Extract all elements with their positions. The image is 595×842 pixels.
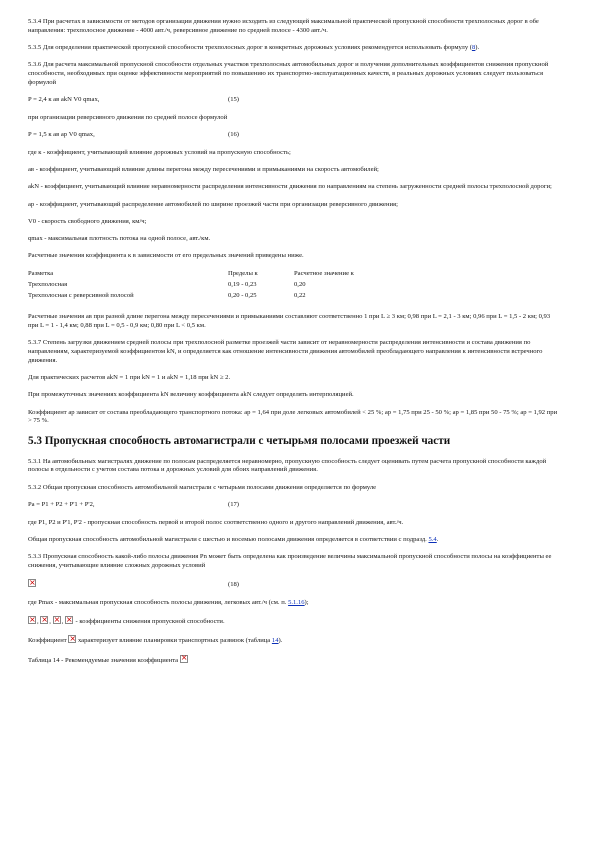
reduction-coefficients: ×, ×, ×, × - коэффициенты снижения пропускной способности. [28,616,561,627]
k-table-header-cell: Пределы к [228,269,258,277]
definition-pmax-text: где Pmax - максимальная пропускная способность полосы движения, легковых авт./ч (см. п. [28,598,289,606]
coefficient-intro: Коэффициент [28,637,69,645]
clause-5-1-16-link[interactable]: 5.1.16 [288,598,305,606]
broken-image-icon [40,616,48,624]
section-heading: 5.3 Пропускная способность автомагистрали с четырьмя полосами проезжей части [28,435,451,448]
paragraph-5-3-4: 5.3.4 При расчетах в зависимости от методов организации движения нужно исходить из следующей максимальной практической пропускной способности трехполосных дорог в обе направления: трехполосное движение - 4000 авт./ч, реверсивное движение по средней полосе - 4300 авт./ч. [28,18,539,34]
paragraph-multilane-text: Общая пропускная способность автомобильной магистрали с шестью и восемью полосами движения определяется в соответствии с подразд. [28,535,429,543]
paragraph-5-3-2: 5.3.2 Общая пропускная способность автомобильной магистрали с четырьмя полосами движения определяется по формуле [28,483,377,491]
table-row [28,281,356,292]
akn-values: Для практических расчетов аkN = 1 при kN = 1 и аkN = 1,18 при kN ≥ 2. [28,374,231,382]
reverse-intro: при организации реверсивного движения по средней полосе формулой [28,113,228,121]
formula-16 [28,131,561,140]
paragraph-5-3-1: 5.3.1 На автомобильных магистралях движение по полосам распределяется неравномерно, пропускную способность следует оценивать путем расчета пропускной способности каждой полосы в отдельности с учетом состава потока и дорожных условий для обоих направлений движения. [28,457,547,474]
formula-15-number: (15) [228,96,239,103]
table-14-caption [28,655,561,666]
k-table-cell: 0,19 - 0,23 [228,280,257,288]
formula-15 [28,96,561,105]
paragraph-5-3-3: 5.3.3 Пропускная способность какой-либо полосы движения Pn может быть определена как произведение величины максимальной пропускной способности полосы на коэффициенты ее снижения, учитывающие влияние сложных дорожных условий [28,553,552,569]
formula-16-number: (16) [228,131,239,138]
definition-pmax [28,599,561,608]
k-table-cell: 0,20 - 0,25 [228,292,257,300]
definition-qmax: qmax - максимальная плотность потока на одной полосе, авт./км. [28,235,211,243]
coefficient-text: характеризует влияние планировки транспортных развязок (таблица [76,637,272,645]
definition-ap: ар - коэффициент, учитывающий распределение автомобилей по ширине проезжей части при организации реверсивного движения; [28,200,398,208]
formula-17-expression: Pa = P1 + P2 + P'1 + P'2, [28,500,95,508]
paragraph-5-3-5-end: ). [475,44,480,51]
broken-image-icon [28,579,36,587]
formula-8-link[interactable]: 8 [471,44,476,51]
akn-interpolation: При промежуточных значениях коэффициента kN величину коэффициента аkN следует определять интерполяцией. [28,391,354,399]
k-values-intro: Расчетные значения коэффициента к в зависимости от его предельных значений приведены ниже. [28,252,304,260]
k-table-cell: Трехполосная с реверсивной полосой [28,292,134,300]
k-values-table [28,270,356,304]
broken-image-icon [53,616,61,624]
formula-18-expression [28,579,228,590]
coefficient-text-end: ). [278,637,283,645]
definition-k: где к - коэффициент, учитывающий влияние дорожных условий на пропускную способность; [28,148,291,156]
table-14-link[interactable]: 14 [271,637,279,645]
formula-18 [28,579,561,590]
paragraph-5-3-5 [28,44,561,53]
paragraph-multilane-end: . [436,535,439,543]
definition-v0: V0 - скорость свободного движения, км/ч; [28,217,147,225]
formula-16-expression: P = 1,5 к ав ар V0 qmax, [28,131,95,138]
k-table-header-row [28,270,356,281]
k-table-header-cell: Разметка [28,269,54,277]
broken-image-icon [180,655,188,663]
formula-17-number: (17) [228,500,239,508]
table-row [28,292,356,303]
definition-pmax-end: ); [304,598,309,606]
paragraph-5-3-5-text: 5.3.5 Для определения практической пропускной способности трехполосных дорог в конкретных дорожных условиях рекомендуется использовать формулу ( [28,44,472,51]
formula-17 [28,501,561,510]
ap-values: Коэффициент ар зависит от состава преобладающего транспортного потока: ар = 1,64 при доле легковых автомобилей < 25 %; ар = 1,75 при 25 - 50 %; ар = 1,85 при 50 - 75 %; ар = 1,92 при > 75 %. [28,408,558,425]
k-table-header-cell: Расчетное значение к [294,269,354,277]
table-14-caption-text: Таблица 14 - Рекомендуемые значения коэффициента [28,656,180,664]
formula-15-expression: P = 2,4 к ав аkN V0 qmax, [28,96,100,103]
k-table-cell: 0,20 [294,280,306,288]
k-table-cell: Трехполосная [28,280,68,288]
av-values: Расчетные значения ав при разной длине перегона между пересечениями и примыканиями составляют соответственно 1 при L ≥ 3 км; 0,98 при L = 2,1 - 3 км; 0,96 при L = 1,5 - 2 км; 0,93 при L = 1 - 1,4 км; 0,88 при L = 0,5 - 0,9 км; 0,80 при L < 0,5 км. [28,313,551,330]
paragraph-multilane [28,536,561,545]
reduction-coefficients-text: - коэффициенты снижения пропускной способности. [73,618,225,626]
broken-image-icon [28,616,36,624]
broken-image-icon [68,635,76,643]
definition-akn: аkN - коэффициент, учитывающий влияние неравномерности распределения интенсивности движения по направлениям на степень загруженности средней полосы трехполосной дороги; [28,183,552,191]
k-table-cell: 0,22 [294,292,306,300]
broken-image-icon [65,616,73,624]
definition-av: ав - коэффициент, учитывающий влияние длины перегона между пересечениями и примыканиями на скорость автомобилей; [28,166,379,173]
paragraph-5-3-6: 5.3.6 Для расчета максимальной пропускной способности отдельных участков трехполосных автомобильных дорог и получения дополнительных коэффициентов снижения пропускной способности, необходимых при оценке эффективности мероприятий по повышению их транспортно-эксплуатационных качеств, в реальных дорожных условиях следует пользоваться формулой [28,61,549,86]
coefficient-interchange [28,635,561,646]
definition-p: где P1, P2 и P'1, P'2 - пропускная способность первой и второй полос соответственно одного и другого направлений движения, авт./ч. [28,518,404,526]
paragraph-5-3-7: 5.3.7 Степень загрузки движением средней полосы при трехполосной разметке проезжей части зависит от неравномерности распределения интенсивности и состава движения по направлениям, характеризуемой коэффициентом kN, и определяется как отношение интенсивности движения автомобилей преобладающего направления к интенсивности встречного движения. [28,339,543,364]
formula-18-number: (18) [228,581,239,589]
subsection-5-4-link[interactable]: 5.4 [428,535,437,543]
